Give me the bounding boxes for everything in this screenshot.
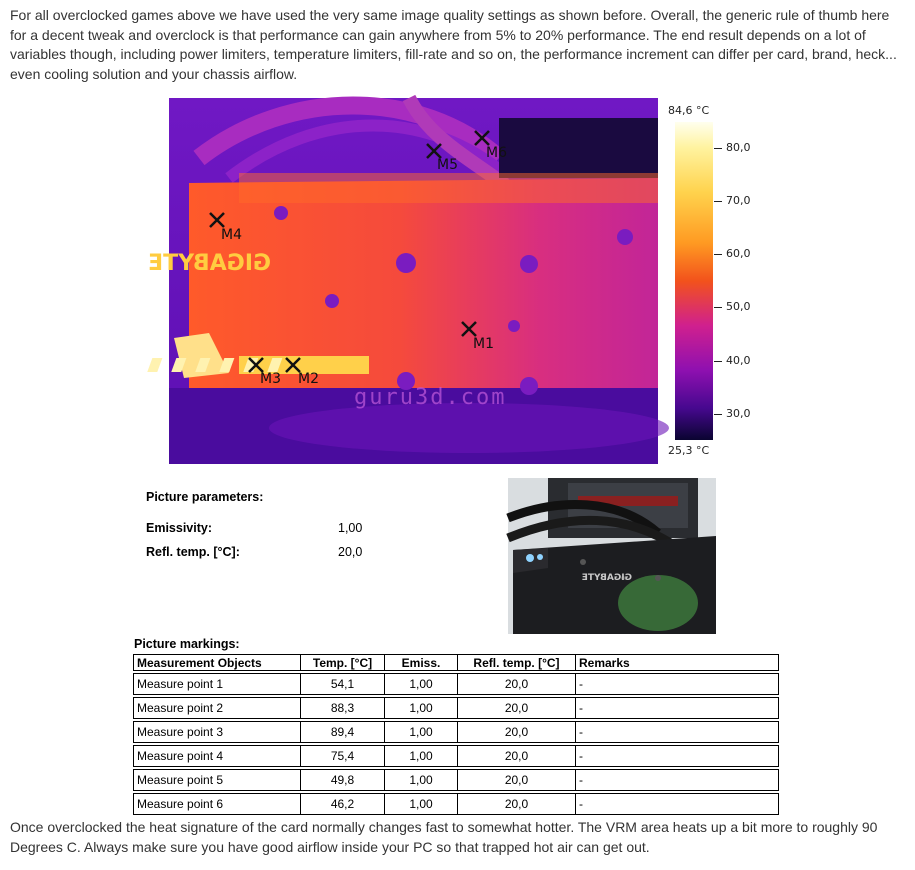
scale-tick-mark (714, 254, 722, 255)
cell-refl: 20,0 (458, 674, 576, 695)
cell-emiss: 1,00 (385, 722, 458, 743)
markings-title: Picture markings: (134, 637, 240, 651)
intro-paragraph: For all overclocked games above we have used the very same image quality settings as shown before. Overall, the generic rule of thumb here for a decent tweak and overclock is that performance can gain anywhere from 5% to 20% performance. The end result depends on a lot of variables though, including power limiters, temperature limiters, fill-rate and so on, the performance increment can differ per card, brand, heck... even cooling solution and your chassis airflow. (10, 7, 897, 82)
refl-temp-label: Refl. temp. [°C]: (146, 545, 240, 559)
card-photo (508, 478, 716, 634)
cell-emiss: 1,00 (385, 794, 458, 815)
scale-tick-mark (714, 307, 722, 308)
cell-object: Measure point 4 (134, 746, 301, 767)
cell-temp: 54,1 (301, 674, 385, 695)
markings-header-row (134, 655, 779, 671)
header-emiss: Emiss. (385, 655, 458, 671)
cell-temp: 75,4 (301, 746, 385, 767)
cell-remarks: - (576, 746, 779, 767)
cell-temp: 88,3 (301, 698, 385, 719)
cell-emiss: 1,00 (385, 674, 458, 695)
outro-paragraph: Once overclocked the heat signature of the card normally changes fast to somewhat hotter. The VRM area heats up a bit more to roughly 90 Degrees C. Always make sure you have good airflow inside your PC so that trapped hot air can get out. (10, 819, 878, 855)
table-row (134, 698, 779, 719)
thermal-image (148, 98, 658, 464)
cell-temp: 49,8 (301, 770, 385, 791)
marker-m3: M3 (260, 371, 281, 387)
cell-refl: 20,0 (458, 746, 576, 767)
scale-color-bar (675, 122, 713, 440)
scale-tick-label: 70,0 (726, 194, 751, 207)
marker-m5: M5 (437, 157, 458, 173)
cell-object: Measure point 6 (134, 794, 301, 815)
scale-tick-label: 60,0 (726, 247, 751, 260)
cell-remarks: - (576, 770, 779, 791)
cell-remarks: - (576, 674, 779, 695)
scale-tick-label: 50,0 (726, 300, 751, 313)
marker-m6: M6 (486, 145, 507, 161)
cell-emiss: 1,00 (385, 698, 458, 719)
cell-refl: 20,0 (458, 722, 576, 743)
marker-m2: M2 (298, 371, 319, 387)
table-row (134, 770, 779, 791)
scale-tick-mark (714, 361, 722, 362)
cell-object: Measure point 2 (134, 698, 301, 719)
cell-refl: 20,0 (458, 770, 576, 791)
table-row (134, 746, 779, 767)
cell-object: Measure point 5 (134, 770, 301, 791)
cell-remarks: - (576, 698, 779, 719)
header-remarks: Remarks (576, 655, 779, 671)
header-measurement-objects: Measurement Objects (134, 655, 301, 671)
photo-brand-text: GIGABYTE (581, 573, 632, 583)
temperature-scale (662, 100, 772, 462)
cell-refl: 20,0 (458, 794, 576, 815)
cell-temp: 89,4 (301, 722, 385, 743)
emissivity-value: 1,00 (338, 521, 363, 535)
scale-tick-label: 40,0 (726, 354, 751, 367)
thermal-brand-text: GIGABYTE (148, 251, 271, 276)
markings-table (133, 654, 779, 815)
marker-m1: M1 (473, 336, 494, 352)
scale-tick-mark (714, 201, 722, 202)
scale-tick-mark (714, 148, 722, 149)
cell-remarks: - (576, 722, 779, 743)
emissivity-label: Emissivity: (146, 521, 213, 535)
table-row (134, 674, 779, 695)
header-refl-temp: Refl. temp. [°C] (458, 655, 576, 671)
cell-emiss: 1,00 (385, 770, 458, 791)
cell-remarks: - (576, 794, 779, 815)
table-row (134, 794, 779, 815)
marker-m4: M4 (221, 227, 242, 243)
table-row (134, 722, 779, 743)
cell-emiss: 1,00 (385, 746, 458, 767)
scale-max-label: 84,6 °C (668, 104, 710, 117)
cell-refl: 20,0 (458, 698, 576, 719)
scale-tick-mark (714, 414, 722, 415)
parameters-title: Picture parameters: (146, 490, 264, 504)
scale-min-label: 25,3 °C (668, 444, 710, 457)
header-temp: Temp. [°C] (301, 655, 385, 671)
watermark: guru3d.com (354, 385, 507, 410)
cell-object: Measure point 3 (134, 722, 301, 743)
refl-temp-value: 20,0 (338, 545, 363, 559)
scale-tick-label: 80,0 (726, 141, 751, 154)
cell-object: Measure point 1 (134, 674, 301, 695)
scale-tick-label: 30,0 (726, 407, 751, 420)
cell-temp: 46,2 (301, 794, 385, 815)
